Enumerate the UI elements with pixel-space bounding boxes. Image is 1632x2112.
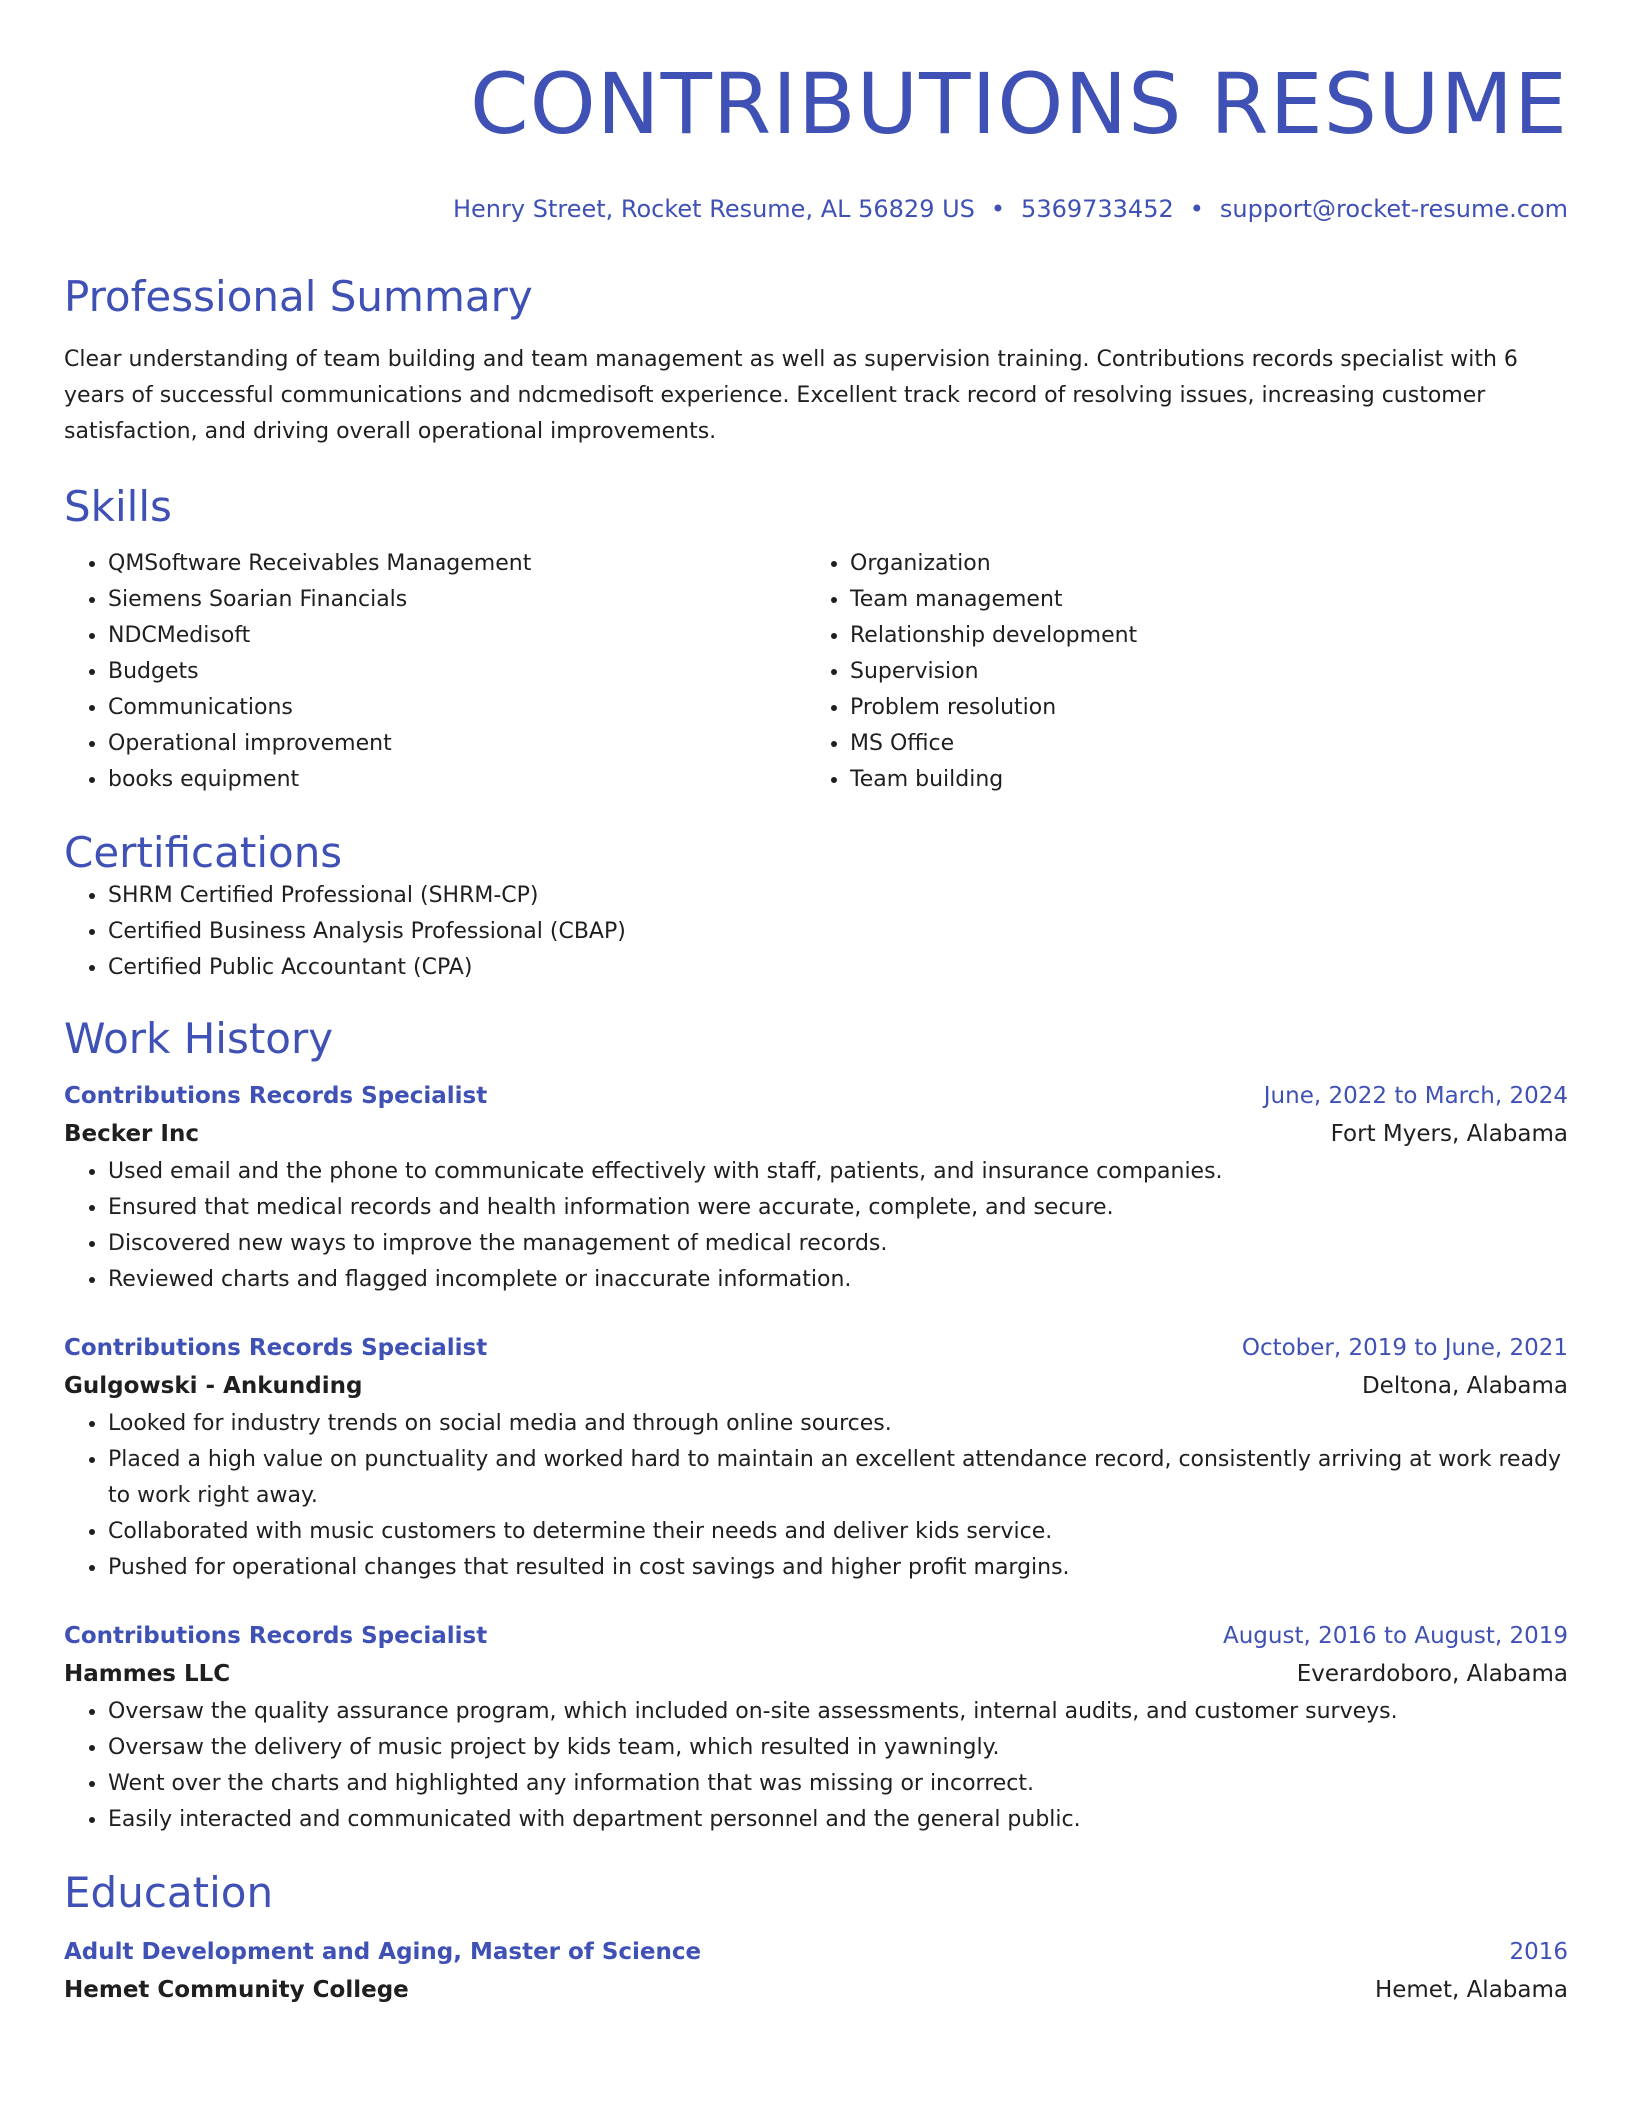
skills-heading: Skills — [64, 482, 172, 531]
job-bullets — [64, 1154, 1568, 1298]
education-degree: Adult Development and Aging, Master of Science — [64, 1939, 702, 1965]
job-bullets — [64, 1406, 1568, 1586]
job-title-row — [64, 1618, 1568, 1654]
skills-column-right — [806, 546, 1548, 798]
job-bullet: • Went over the charts and highlighted any information that was missing or incorrect. — [108, 1766, 1568, 1802]
job-bullet: • Placed a high value on punctuality and worked hard to maintain an excellent attendance record, consistently arriving at work ready to work right away. — [108, 1442, 1568, 1514]
skill-item: • books equipment — [108, 762, 806, 798]
skill-item: • QMSoftware Receivables Management — [108, 546, 806, 582]
certifications-heading: Certifications — [64, 828, 343, 877]
job-title-row — [64, 1330, 1568, 1366]
contact-email[interactable]: support@rocket-resume.com — [1219, 195, 1568, 223]
education-school-row — [64, 1970, 1568, 2010]
job-dates: August, 2016 to August, 2019 — [1223, 1623, 1568, 1649]
skill-item: • Communications — [108, 690, 806, 726]
certification-item: • Certified Business Analysis Professional (CBAP) — [108, 914, 1568, 950]
education-year: 2016 — [1509, 1939, 1568, 1965]
skill-item: • Supervision — [850, 654, 1548, 690]
job-entry — [64, 1330, 1568, 1586]
skill-item: • Team building — [850, 762, 1548, 798]
job-bullet: • Collaborated with music customers to determine their needs and deliver kids service. — [108, 1514, 1568, 1550]
skill-item: • Team management — [850, 582, 1548, 618]
job-location: Fort Myers, Alabama — [1330, 1121, 1568, 1147]
job-company-row — [64, 1654, 1568, 1694]
contact-phone: 5369733452 — [1021, 195, 1174, 223]
education-school: Hemet Community College — [64, 1977, 409, 2003]
job-company-row — [64, 1114, 1568, 1154]
certifications-list — [64, 878, 1568, 986]
contact-separator: • — [1189, 195, 1204, 223]
job-bullet: • Pushed for operational changes that resulted in cost savings and higher profit margins. — [108, 1550, 1568, 1586]
job-bullet: • Oversaw the delivery of music project by kids team, which resulted in yawningly. — [108, 1730, 1568, 1766]
job-company-row — [64, 1366, 1568, 1406]
job-title-row — [64, 1078, 1568, 1114]
job-dates: June, 2022 to March, 2024 — [1263, 1083, 1568, 1109]
job-company: Gulgowski - Ankunding — [64, 1373, 363, 1399]
certification-item: • Certified Public Accountant (CPA) — [108, 950, 1568, 986]
skill-item: • MS Office — [850, 726, 1548, 762]
job-title: Contributions Records Specialist — [64, 1083, 488, 1109]
contact-line — [64, 194, 1568, 224]
job-bullet: • Easily interacted and communicated with department personnel and the general public. — [108, 1802, 1568, 1838]
education-location: Hemet, Alabama — [1374, 1977, 1568, 2003]
job-location: Deltona, Alabama — [1361, 1373, 1568, 1399]
job-bullets — [64, 1694, 1568, 1838]
certification-item: • SHRM Certified Professional (SHRM-CP) — [108, 878, 1568, 914]
education-entry — [64, 1934, 1568, 2010]
job-entry — [64, 1078, 1568, 1298]
skill-item: • Problem resolution — [850, 690, 1548, 726]
job-company: Hammes LLC — [64, 1661, 231, 1687]
education-heading: Education — [64, 1868, 274, 1917]
skill-item: • Relationship development — [850, 618, 1548, 654]
skill-item: • NDCMedisoft — [108, 618, 806, 654]
skills-list-right — [806, 546, 1548, 798]
job-bullet: • Looked for industry trends on social media and through online sources. — [108, 1406, 1568, 1442]
job-bullet: • Reviewed charts and flagged incomplete or inaccurate information. — [108, 1262, 1568, 1298]
skills-column-left — [64, 546, 806, 798]
job-location: Everardoboro, Alabama — [1296, 1661, 1568, 1687]
job-bullet: • Ensured that medical records and health information were accurate, complete, and secure. — [108, 1190, 1568, 1226]
job-bullet: • Oversaw the quality assurance program, which included on-site assessments, internal audits, and customer surveys. — [108, 1694, 1568, 1730]
job-dates: October, 2019 to June, 2021 — [1241, 1335, 1568, 1361]
skill-item: • Budgets — [108, 654, 806, 690]
summary-heading: Professional Summary — [64, 272, 533, 321]
job-bullet: • Discovered new ways to improve the management of medical records. — [108, 1226, 1568, 1262]
contact-address: Henry Street, Rocket Resume, AL 56829 US — [452, 195, 975, 223]
skills-list-left — [64, 546, 806, 798]
job-title: Contributions Records Specialist — [64, 1335, 488, 1361]
job-title: Contributions Records Specialist — [64, 1623, 488, 1649]
skill-item: • Operational improvement — [108, 726, 806, 762]
work-history-heading: Work History — [64, 1014, 334, 1063]
education-degree-row — [64, 1934, 1568, 1970]
contact-separator: • — [990, 195, 1006, 223]
skill-item: • Siemens Soarian Financials — [108, 582, 806, 618]
job-bullet: • Used email and the phone to communicate effectively with staff, patients, and insurance companies. — [108, 1154, 1568, 1190]
skill-item: • Organization — [850, 546, 1548, 582]
skills-grid — [64, 546, 1568, 798]
resume-title: CONTRIBUTIONS RESUME — [469, 55, 1568, 153]
job-company: Becker Inc — [64, 1121, 199, 1147]
summary-text: Clear understanding of team building and team management as well as supervision training. Contributions records specialist with 6 years of successful communications and ndcmedisoft experience. Excellent track record of resolving issues, increasing customer satisfaction, and driving overall operational improvements. — [64, 347, 1518, 444]
job-entry — [64, 1618, 1568, 1838]
